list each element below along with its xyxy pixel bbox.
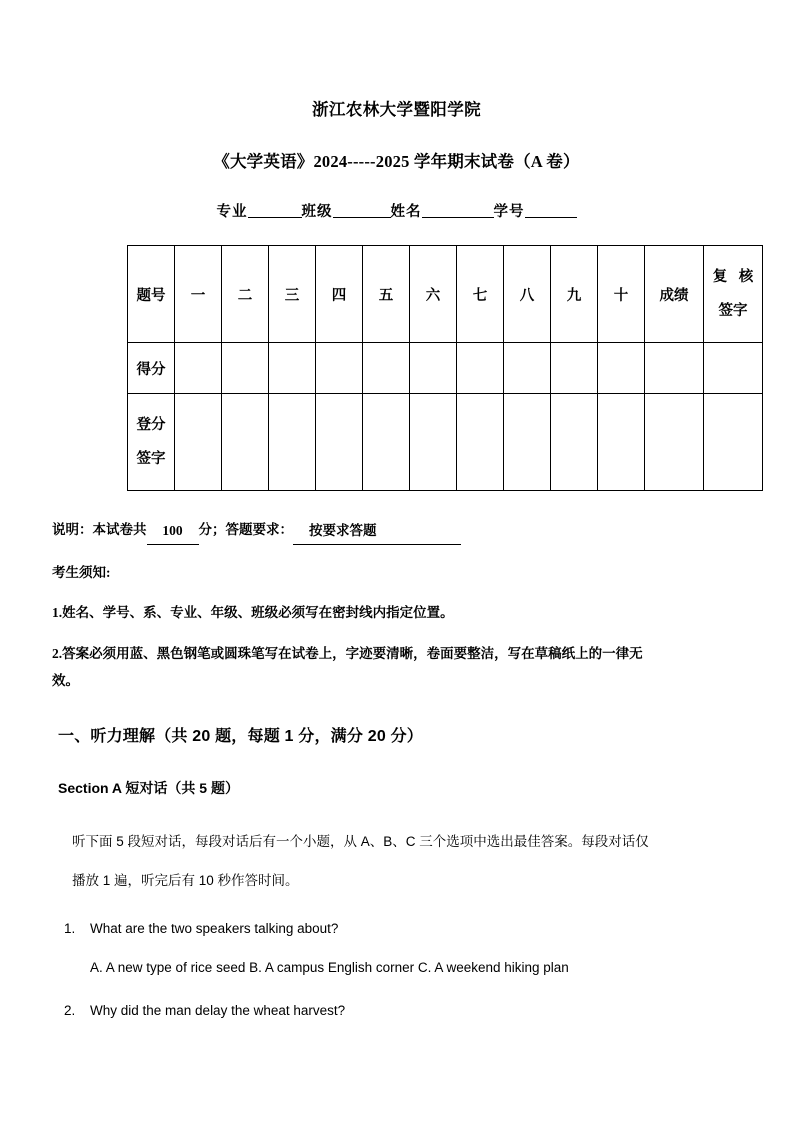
column-header-5: 五 [363, 246, 410, 343]
sign-cell-6[interactable] [410, 394, 457, 491]
column-header-9: 九 [551, 246, 598, 343]
sign-cell-9[interactable] [551, 394, 598, 491]
table-row-register-sign [128, 394, 763, 491]
row-label-question-no: 题号 [128, 246, 175, 343]
column-header-1: 一 [175, 246, 222, 343]
score-table [127, 245, 763, 491]
total-points-value: 100 [147, 518, 199, 545]
score-cell-2[interactable] [222, 343, 269, 394]
list-item [52, 918, 741, 940]
exam-title: 《大学英语》2024-----2025 学年期末试卷（A 卷） [213, 152, 580, 171]
description-middle: 分；答题要求： [198, 522, 293, 537]
sign-cell-5[interactable] [363, 394, 410, 491]
column-header-4: 四 [316, 246, 363, 343]
column-header-total: 成绩 [645, 246, 704, 343]
score-cell-1[interactable] [175, 343, 222, 394]
question-list [52, 900, 741, 1022]
register-sign-line1: 登分 [136, 417, 166, 433]
student-id-blank[interactable] [525, 217, 577, 218]
column-header-10: 十 [598, 246, 645, 343]
major-blank[interactable] [248, 217, 302, 218]
check-sign-line2: 签字 [718, 303, 748, 319]
section-a-directions: 听下面 5 段短对话，每段对话后有一个小题，从 A、B、C 三个选项中选出最佳答案。每段对话仅播放 1 遍，听完后有 10 秒作答时间。 [72, 834, 649, 888]
score-cell-10[interactable] [598, 343, 645, 394]
score-table-container [52, 223, 758, 491]
sign-cell-4[interactable] [316, 394, 363, 491]
question-text: What are the two speakers talking about? [90, 921, 339, 936]
question-spacer [52, 979, 741, 1000]
column-header-7: 七 [457, 246, 504, 343]
register-sign-line2: 签字 [136, 451, 166, 467]
name-blank[interactable] [422, 217, 494, 218]
notice-heading: 考生须知: [52, 565, 111, 580]
paper-description-line [52, 491, 741, 545]
sign-cell-3[interactable] [269, 394, 316, 491]
score-cell-5[interactable] [363, 343, 410, 394]
question-options: A. A new type of rice seed B. A campus English corner C. A weekend hiking plan [90, 960, 569, 975]
score-cell-9[interactable] [551, 343, 598, 394]
table-row-question-numbers [128, 246, 763, 343]
score-cell-6[interactable] [410, 343, 457, 394]
sign-cell-8[interactable] [504, 394, 551, 491]
score-cell-total[interactable] [645, 343, 704, 394]
description-prefix: 说明：本试卷共 [52, 522, 147, 537]
column-header-check-sign [704, 246, 763, 343]
column-header-2: 二 [222, 246, 269, 343]
school-title: 浙江农林大学暨阳学院 [312, 100, 481, 119]
part-one-title: 一、听力理解（共 20 题，每题 1 分，满分 20 分） [58, 728, 423, 745]
question-number: 2. [64, 1003, 76, 1018]
column-header-3: 三 [269, 246, 316, 343]
class-blank[interactable] [333, 217, 391, 218]
table-row-score [128, 343, 763, 394]
sign-cell-1[interactable] [175, 394, 222, 491]
sign-cell-2[interactable] [222, 394, 269, 491]
score-cell-8[interactable] [504, 343, 551, 394]
class-label: 班级 [301, 204, 333, 220]
row-label-register-sign [128, 394, 175, 491]
major-label: 专业 [216, 204, 248, 220]
score-cell-7[interactable] [457, 343, 504, 394]
question-text: Why did the man delay the wheat harvest? [90, 1003, 346, 1018]
column-header-6: 六 [410, 246, 457, 343]
question-number: 1. [64, 921, 76, 936]
student-info-line [52, 174, 741, 223]
notice-item-1: 1.姓名、学号、系、专业、年级、班级必须写在密封线内指定位置。 [52, 605, 454, 620]
notice-item-2: 2.答案必须用蓝、黑色钢笔或圆珠笔写在试卷上，字迹要清晰，卷面要整洁，写在草稿纸上的一律无效。 [52, 646, 643, 688]
sign-cell-check[interactable] [704, 394, 763, 491]
student-id-label: 学号 [493, 204, 525, 220]
sign-cell-7[interactable] [457, 394, 504, 491]
requirement-value: 按要求答题 [293, 518, 461, 545]
section-a-title: Section A 短对话（共 5 题） [58, 780, 239, 796]
row-label-score: 得分 [128, 343, 175, 394]
score-cell-check[interactable] [704, 343, 763, 394]
score-cell-3[interactable] [269, 343, 316, 394]
sign-cell-total[interactable] [645, 394, 704, 491]
sign-cell-10[interactable] [598, 394, 645, 491]
name-label: 姓名 [390, 204, 422, 220]
column-header-8: 八 [504, 246, 551, 343]
check-sign-line1: 复 核 [712, 269, 758, 285]
score-cell-4[interactable] [316, 343, 363, 394]
list-item [52, 1000, 741, 1022]
